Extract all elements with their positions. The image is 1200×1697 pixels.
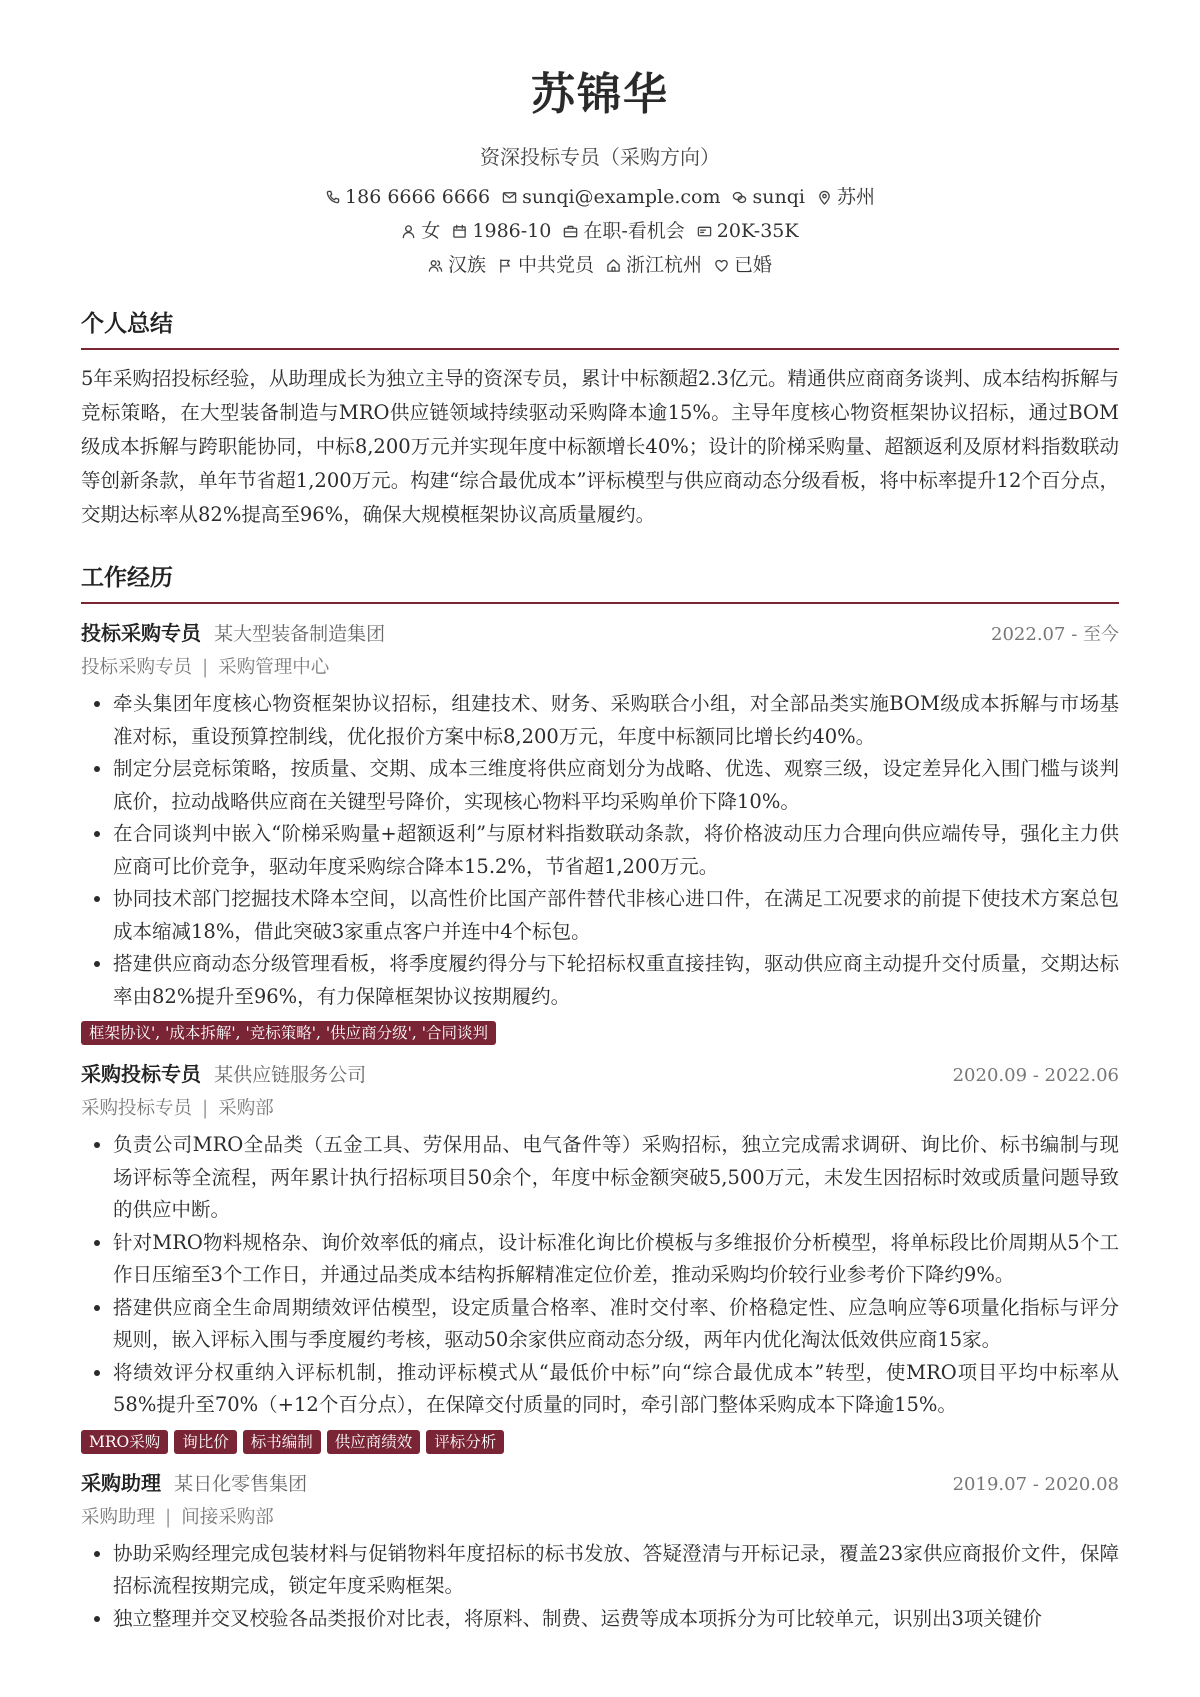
party-text: 中共党员 — [517, 254, 594, 276]
job-subtitle — [81, 1093, 1119, 1125]
contact-wechat — [732, 180, 804, 214]
job-date: 2019.07 - 2020.08 — [952, 1473, 1119, 1495]
phone-text: 186 6666 6666 — [345, 186, 491, 208]
job-date: 2022.07 - 至今 — [991, 624, 1119, 645]
job-role: 采购投标专员 — [81, 1098, 193, 1119]
bullet-item: • 协同技术部门挖掘技术降本空间，以高性价比国产部件替代非核心进口件，在满足工况要求的前提下使技术方案总包成本缩减18%，借此突破3家重点客户并连中4个标包。 — [113, 883, 1119, 948]
separator: | — [165, 1506, 172, 1528]
status-text: 在职-看机会 — [583, 220, 685, 242]
job-tags — [81, 1021, 1119, 1045]
job-entry-2 — [81, 1057, 1119, 1454]
wechat-text: sunqi — [752, 186, 805, 208]
details-row — [81, 214, 1119, 248]
detail-salary — [697, 214, 799, 248]
bullet-item: • 负责公司MRO全品类（五金工具、劳保用品、电气备件等）采购招标，独立完成需求调研、询比价、标书编制与现场评标等全流程，两年累计执行招标项目50余个，年度中标金额突破5,500万元，未发生因招标时效或质量问题导致的供应中断。 — [113, 1129, 1119, 1227]
work-section-title: 工作经历 — [81, 562, 1119, 604]
extra-marital — [714, 248, 772, 282]
job-role: 采购助理 — [81, 1506, 156, 1528]
birth-text: 1986-10 — [472, 220, 552, 242]
resume-header — [81, 0, 1119, 282]
candidate-name: 苏锦华 — [531, 69, 669, 120]
location-text: 苏州 — [836, 186, 875, 208]
extras-row — [81, 248, 1119, 282]
marital-text: 已婚 — [734, 254, 773, 276]
calendar-icon — [452, 224, 467, 239]
job-entry-3 — [81, 1466, 1119, 1636]
email-text: sunqi@example.com — [522, 186, 721, 208]
job-title: 采购投标专员 — [81, 1062, 201, 1086]
extra-ethnicity — [428, 248, 486, 282]
gender-text: 女 — [421, 220, 441, 242]
job-company: 某供应链服务公司 — [214, 1064, 367, 1086]
job-subtitle — [81, 652, 1119, 684]
detail-birth — [452, 214, 551, 248]
bullet-item: • 针对MRO物料规格杂、询价效率低的痛点，设计标准化询比价模板与多维报价分析模型，将单标段比价周期从5个工作日压缩至3个工作日，并通过品类成本结构拆解精准定位价差，推动采购均价较行业参考价下降约9%。 — [113, 1227, 1119, 1292]
detail-gender — [401, 214, 440, 248]
skill-tag: 评标分析 — [426, 1430, 504, 1454]
job-company: 某日化零售集团 — [174, 1472, 308, 1495]
candidate-subtitle: 资深投标专员（采购方向） — [480, 145, 720, 169]
heart-icon — [714, 258, 729, 273]
job-dept: 间接采购部 — [181, 1506, 274, 1528]
skill-tag: 标书编制 — [243, 1430, 321, 1454]
location-icon — [817, 190, 832, 205]
home-icon — [606, 258, 621, 273]
contact-phone — [325, 180, 490, 214]
bullet-item: • 将绩效评分权重纳入评标机制，推动评标模式从“最低价中标”向“综合最优成本”转型，使MRO项目平均中标率从58%提升至70%（+12个百分点），在保障交付质量的同时，牵引部门整体采购成本下降逾15%。 — [113, 1357, 1119, 1422]
bullet-item: • 搭建供应商全生命周期绩效评估模型，设定质量合格率、准时交付率、价格稳定性、应急响应等6项量化指标与评分规则，嵌入评标入围与季度履约考核，驱动50余家供应商动态分级，两年内优化淘汰低效供应商15家。 — [113, 1292, 1119, 1357]
job-header — [81, 1466, 1119, 1502]
job-role: 投标采购专员 — [81, 657, 193, 678]
extra-party — [498, 248, 594, 282]
separator: | — [202, 1098, 209, 1119]
job-bullets — [81, 688, 1119, 1013]
job-header — [81, 616, 1119, 652]
skill-tag: 供应商绩效 — [327, 1430, 421, 1454]
job-dept: 采购部 — [218, 1098, 274, 1119]
wallet-icon — [697, 224, 712, 239]
bullet-item: • 牵头集团年度核心物资框架协议招标，组建技术、财务、采购联合小组，对全部品类实施BOM级成本拆解与市场基准对标，重设预算控制线，优化报价方案中标8,200万元，年度中标额同比增长约40%。 — [113, 688, 1119, 753]
job-bullets — [81, 1538, 1119, 1636]
phone-icon — [325, 190, 340, 205]
job-dept: 采购管理中心 — [218, 657, 330, 678]
job-entry-1 — [81, 616, 1119, 1045]
salary-text: 20K-35K — [716, 220, 799, 242]
wechat-icon — [732, 190, 747, 205]
ethnicity-text: 汉族 — [447, 254, 486, 276]
skill-tag: 询比价 — [174, 1430, 237, 1454]
summary-text: 5年采购招投标经验，从助理成长为独立主导的资深专员，累计中标额超2.3亿元。精通供应商商务谈判、成本结构拆解与竞标策略，在大型装备制造与MRO供应链领域持续驱动采购降本逾15%。主导年度核心物资框架协议招标，通过BOM级成本拆解与跨职能协同，中标8,200万元并实现年度中标额增长40%；设计的阶梯采购量、超额返利及原材料指数联动等创新条款，单年节省超1,200万元。构建“综合最优成本”评标模型与供应商动态分级看板，将中标率提升12个百分点，交期达标率从82%提高至96%，确保大规模框架协议高质量履约。 — [81, 367, 1119, 526]
skill-tag: 框架协议', '成本拆解', '竞标策略', '供应商分级', '合同谈判 — [81, 1021, 496, 1045]
job-title: 投标采购专员 — [81, 621, 201, 645]
bullet-item: • 搭建供应商动态分级管理看板，将季度履约得分与下轮招标权重直接挂钩，驱动供应商主动提升交付质量，交期达标率由82%提升至96%，有力保障框架协议按期履约。 — [113, 948, 1119, 1013]
hometown-text: 浙江杭州 — [626, 254, 703, 276]
contact-location — [817, 180, 875, 214]
summary-section-title: 个人总结 — [81, 308, 1119, 350]
contact-email — [502, 180, 720, 214]
detail-status — [563, 214, 684, 248]
bullet-item: • 协助采购经理完成包装材料与促销物料年度招标的标书发放、答疑澄清与开标记录，覆盖23家供应商报价文件，保障招标流程按期完成，锁定年度采购框架。 — [113, 1538, 1119, 1603]
bullet-item: • 制定分层竞标策略，按质量、交期、成本三维度将供应商划分为战略、优选、观察三级，设定差异化入围门槛与谈判底价，拉动战略供应商在关键型号降价，实现核心物料平均采购单价下降10%。 — [113, 753, 1119, 818]
briefcase-icon — [563, 224, 578, 239]
job-date: 2020.09 - 2022.06 — [952, 1065, 1119, 1086]
bullet-item: • 独立整理并交叉校验各品类报价对比表，将原料、制费、运费等成本项拆分为可比较单元，识别出3项关键价 — [113, 1603, 1119, 1636]
mail-icon — [502, 190, 517, 205]
user-icon — [401, 224, 416, 239]
separator: | — [202, 657, 209, 678]
extra-hometown — [606, 248, 702, 282]
job-subtitle — [81, 1502, 1119, 1534]
skill-tag: MRO采购 — [81, 1430, 168, 1454]
bullet-item: • 在合同谈判中嵌入“阶梯采购量+超额返利”与原材料指数联动条款，将价格波动压力合理向供应端传导，强化主力供应商可比价竞争，驱动年度采购综合降本15.2%，节省超1,200万元。 — [113, 818, 1119, 883]
flag-icon — [498, 258, 513, 273]
job-company: 某大型装备制造集团 — [214, 623, 386, 645]
people-icon — [428, 258, 443, 273]
contact-row — [81, 180, 1119, 214]
job-tags — [81, 1430, 1119, 1454]
job-bullets — [81, 1129, 1119, 1422]
job-header — [81, 1057, 1119, 1093]
job-title: 采购助理 — [81, 1470, 161, 1495]
